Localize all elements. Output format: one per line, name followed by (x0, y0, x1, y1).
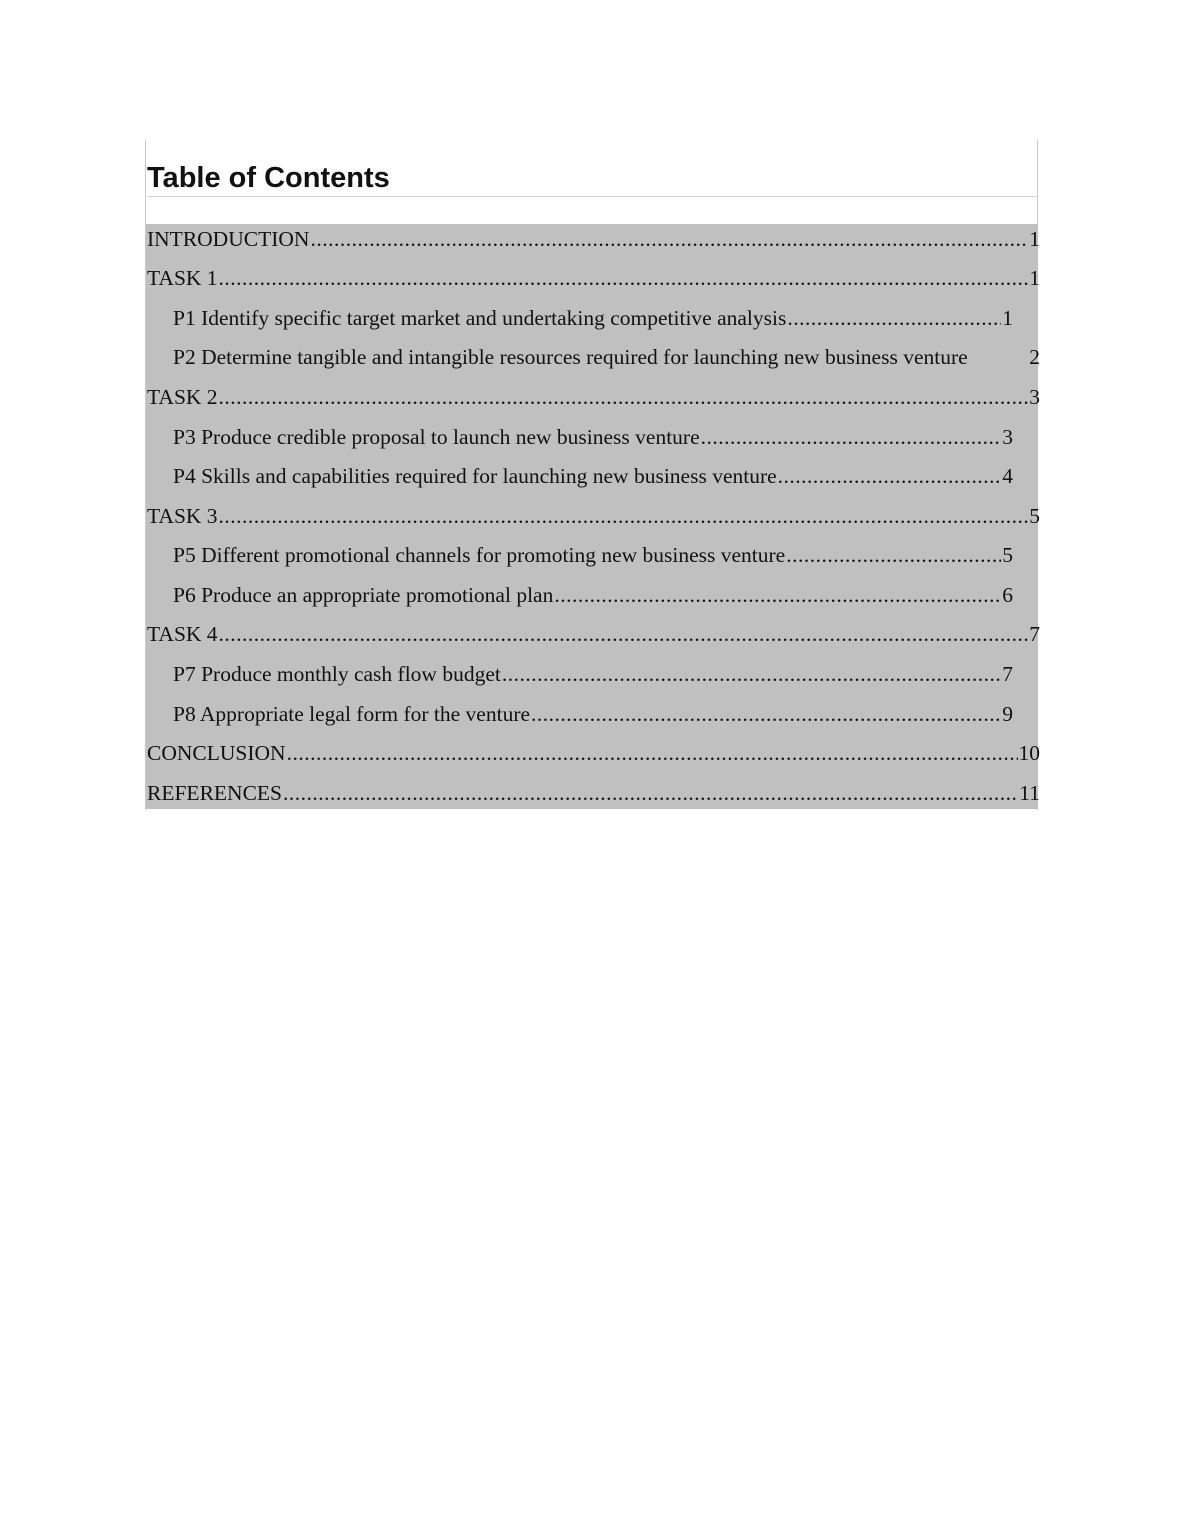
toc-entry-title: INTRODUCTION (147, 227, 310, 251)
toc-leader-dots (701, 423, 1002, 451)
toc-entry-p4[interactable] (173, 462, 1013, 490)
toc-leader-dots (219, 502, 1029, 530)
toc-entry-task-4[interactable] (147, 620, 1040, 648)
toc-entry-title: TASK 1 (147, 266, 218, 290)
toc-entry-title: P1 Identify specific target market and undertaking competitive analysis (173, 306, 787, 330)
toc-entry-title: P7 Produce monthly cash flow budget (173, 662, 501, 686)
toc-entry-title: TASK 2 (147, 385, 218, 409)
toc-page-number: 7 (1002, 662, 1013, 686)
toc-entry-title: P8 Appropriate legal form for the venture (173, 702, 531, 726)
toc-entry-title: REFERENCES (147, 781, 282, 805)
toc-page-number: 3 (1029, 385, 1040, 409)
toc-page-number: 5 (1002, 543, 1013, 567)
toc-leader-dots (219, 383, 1029, 411)
toc-entry-title: P2 Determine tangible and intangible resources required for launching new business venture (173, 345, 968, 369)
toc-entry-title: P3 Produce credible proposal to launch new business venture (173, 425, 700, 449)
toc-entry-p3[interactable] (173, 423, 1013, 451)
toc-leader-dots (219, 620, 1029, 648)
toc-page-number: 10 (1018, 741, 1040, 765)
toc-entry-p8[interactable] (173, 700, 1013, 728)
toc-entry-title: TASK 3 (147, 504, 218, 528)
toc-entry-references[interactable] (147, 779, 1040, 807)
toc-page-number: 1 (1002, 306, 1013, 330)
toc-leader-dots (283, 779, 1018, 807)
toc-leader-dots (310, 225, 1028, 253)
toc-entry-title: P6 Produce an appropriate promotional plan (173, 583, 554, 607)
toc-entry-title: CONCLUSION (147, 741, 286, 765)
toc-entry-p6[interactable] (173, 581, 1013, 609)
toc-leader-dots (531, 700, 1001, 728)
toc-page-number: 5 (1029, 504, 1040, 528)
toc-page-number: 9 (1002, 702, 1013, 726)
toc-entry-conclusion[interactable] (147, 739, 1040, 767)
toc-heading: Table of Contents (147, 159, 1038, 197)
toc-page-number: 6 (1002, 583, 1013, 607)
toc-entry-introduction[interactable] (147, 225, 1040, 253)
toc-leader-dots (787, 304, 1001, 332)
toc-leader-dots (786, 541, 1001, 569)
toc-page-number: 3 (1002, 425, 1013, 449)
toc-leader-dots (502, 660, 1001, 688)
toc-page-number: 11 (1019, 781, 1040, 805)
toc-leader-dots (287, 739, 1018, 767)
toc-leader-dots (219, 264, 1029, 292)
toc-page-number: 1 (1029, 266, 1040, 290)
toc-page-number: 7 (1029, 622, 1040, 646)
toc-entry-p5[interactable] (173, 541, 1013, 569)
toc-entry-title: TASK 4 (147, 622, 218, 646)
toc-entry-task-3[interactable] (147, 502, 1040, 530)
toc-entry-task-1[interactable] (147, 264, 1040, 292)
toc-leader-dots (554, 581, 1001, 609)
toc-page-number: 4 (1002, 464, 1013, 488)
toc-entry-p2[interactable] (173, 343, 1040, 371)
toc-entry-p1[interactable] (173, 304, 1013, 332)
toc-page-number: 1 (1029, 227, 1040, 251)
toc-entry-title: P4 Skills and capabilities required for launching new business venture (173, 464, 777, 488)
toc-entry-title: P5 Different promotional channels for promoting new business venture (173, 543, 786, 567)
toc-entry-p7[interactable] (173, 660, 1013, 688)
toc-page-number: 2 (1029, 345, 1040, 369)
toc-entry-task-2[interactable] (147, 383, 1040, 411)
toc-leader-dots (778, 462, 1002, 490)
